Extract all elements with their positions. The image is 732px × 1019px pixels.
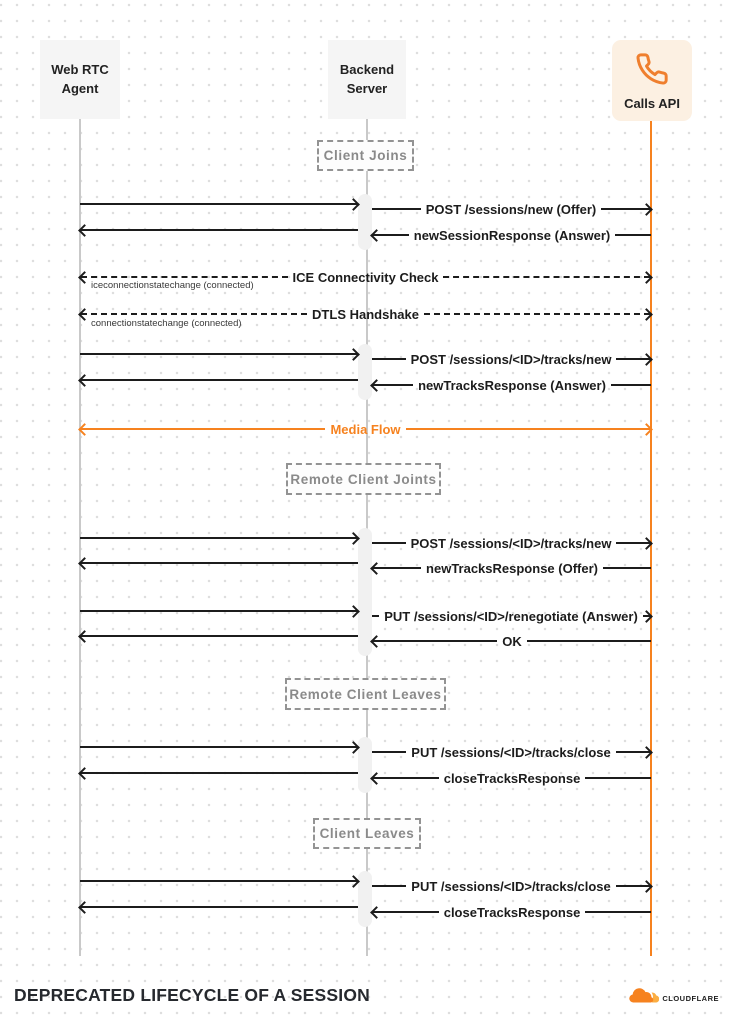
arrowhead-right-icon: [640, 746, 653, 759]
arrowhead-right-icon: [640, 203, 653, 216]
section-label-client-leaves: [313, 818, 421, 849]
cloudflare-cloud-icon: [629, 988, 659, 1009]
arrow-webrtc-to-backend: [80, 347, 358, 361]
arrowhead-left-icon: [370, 635, 383, 648]
message-label: closeTracksResponse: [443, 770, 581, 786]
arrow-backend-to-webrtc: [80, 223, 358, 237]
activation-bar: [358, 737, 372, 793]
page-title: DEPRECATED LIFECYCLE OF A SESSION: [14, 985, 370, 1005]
message-label: DTLS Handshake: [312, 306, 419, 322]
arrowhead-right-icon: [347, 198, 360, 211]
arrow-webrtc-to-backend: [80, 197, 358, 211]
arrow-new-tracks-response-answer: [372, 378, 651, 392]
arrow-webrtc-to-backend: [80, 740, 358, 754]
arrow-close-tracks-response: [372, 771, 651, 785]
arrowhead-right-icon: [347, 605, 360, 618]
actor-webrtc-agent: [40, 40, 120, 119]
message-label: ICE Connectivity Check: [292, 269, 439, 285]
arrowhead-left-icon: [370, 229, 383, 242]
arrowhead-left-icon: [78, 423, 91, 436]
cloudflare-logo: [629, 988, 719, 1009]
arrowhead-left-icon: [370, 772, 383, 785]
arrowhead-left-icon: [78, 630, 91, 643]
activation-bar: [358, 194, 372, 250]
message-label: PUT /sessions/<ID>/tracks/close: [411, 878, 611, 894]
arrow-backend-to-webrtc: [80, 556, 358, 570]
phone-icon: [635, 52, 669, 92]
message-label: newTracksResponse (Answer): [418, 377, 606, 393]
arrowhead-right-icon: [640, 880, 653, 893]
arrowhead-left-icon: [78, 557, 91, 570]
arrowhead-right-icon: [640, 353, 653, 366]
arrowhead-right-icon: [347, 348, 360, 361]
section-text: Client Leaves: [319, 826, 415, 841]
arrowhead-right-icon: [347, 875, 360, 888]
message-label: PUT /sessions/<ID>/renegotiate (Answer): [384, 608, 638, 624]
arrow-put-tracks-close-2: [372, 879, 651, 893]
message-label: newSessionResponse (Answer): [413, 227, 611, 243]
arrowhead-right-icon: [347, 532, 360, 545]
arrow-backend-to-webrtc: [80, 373, 358, 387]
section-label-client-joins: [317, 140, 414, 171]
activation-bar: [358, 528, 372, 656]
arrow-ok: [372, 634, 651, 648]
arrow-close-tracks-response-2: [372, 905, 651, 919]
actor-backend-server: [328, 40, 406, 119]
activation-bar: [358, 871, 372, 927]
actor-calls-api: [612, 40, 692, 121]
arrowhead-right-icon: [640, 423, 653, 436]
section-text: Client Joins: [323, 148, 408, 163]
arrow-webrtc-to-backend: [80, 604, 358, 618]
message-label: POST /sessions/new (Offer): [425, 201, 597, 217]
arrowhead-left-icon: [78, 374, 91, 387]
actor-label: Backend Server: [339, 61, 395, 96]
actor-label: Web RTC Agent: [51, 61, 109, 96]
arrow-backend-to-webrtc: [80, 766, 358, 780]
arrow-post-sessions-new: [372, 202, 651, 216]
arrow-backend-to-webrtc: [80, 900, 358, 914]
message-label: OK: [502, 633, 522, 649]
message-label: POST /sessions/<ID>/tracks/new: [410, 351, 612, 367]
arrow-post-tracks-new-2: [372, 536, 651, 550]
arrow-new-tracks-response-offer: [372, 561, 651, 575]
message-label: newTracksResponse (Offer): [426, 560, 598, 576]
arrow-webrtc-to-backend: [80, 531, 358, 545]
message-label: Media Flow: [330, 421, 401, 437]
section-text: Remote Client Leaves: [289, 686, 442, 702]
arrowhead-left-icon: [78, 271, 91, 284]
arrow-backend-to-webrtc: [80, 629, 358, 643]
section-label-remote-client-leaves: [285, 678, 446, 710]
section-label-remote-client-joins: [286, 463, 441, 495]
arrowhead-left-icon: [370, 906, 383, 919]
event-note-ice: iceconnectionstatechange (connected): [91, 280, 254, 291]
event-note-dtls: connectionstatechange (connected): [91, 318, 242, 329]
arrow-put-renegotiate: [372, 609, 651, 623]
arrow-post-tracks-new: [372, 352, 651, 366]
arrowhead-left-icon: [78, 308, 91, 321]
arrowhead-right-icon: [347, 741, 360, 754]
arrowhead-right-icon: [640, 308, 653, 321]
arrow-new-session-response: [372, 228, 651, 242]
message-label: PUT /sessions/<ID>/tracks/close: [411, 744, 611, 760]
section-text: Remote Client Joints: [290, 471, 437, 487]
arrowhead-left-icon: [78, 224, 91, 237]
arrow-put-tracks-close: [372, 745, 651, 759]
arrowhead-right-icon: [640, 271, 653, 284]
actor-label: Calls API: [624, 95, 680, 111]
message-label: closeTracksResponse: [443, 904, 581, 920]
arrowhead-left-icon: [78, 767, 91, 780]
arrowhead-right-icon: [640, 537, 653, 550]
message-label: POST /sessions/<ID>/tracks/new: [410, 535, 612, 551]
arrow-media-flow: [80, 422, 651, 436]
arrowhead-left-icon: [78, 901, 91, 914]
arrow-webrtc-to-backend: [80, 874, 358, 888]
activation-bar: [358, 344, 372, 400]
arrowhead-left-icon: [370, 562, 383, 575]
brand-name: CLOUDFLARE: [662, 994, 719, 1003]
arrowhead-left-icon: [370, 379, 383, 392]
